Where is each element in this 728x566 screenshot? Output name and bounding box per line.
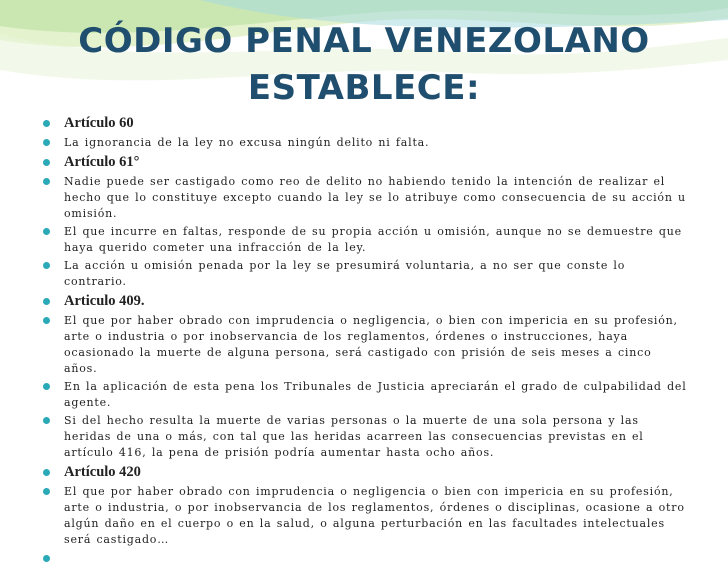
bullet-icon <box>43 383 50 390</box>
article-text: Nadie puede ser castigado como reo de delito no habiendo tenido la intención de realizar el hecho que lo constituye excepto cuando la ley se lo atribuye como consecuencia de su acción u omisión. <box>64 175 686 220</box>
bullet-icon <box>43 488 50 495</box>
article-text: El que incurre en faltas, responde de su propia acción u omisión, aunque no se demuestre que haya querido cometer una infracción de la ley. <box>64 225 682 254</box>
bullet-icon <box>43 417 50 424</box>
bullet-icon <box>43 298 50 305</box>
bullet-icon <box>43 178 50 185</box>
list-item <box>0 484 728 548</box>
bullet-icon <box>43 317 50 324</box>
bullet-icon <box>43 469 50 476</box>
list-item-empty <box>0 550 728 566</box>
article-heading: Articulo 409. <box>64 293 145 309</box>
list-item <box>0 258 728 290</box>
article-text: La acción u omisión penada por la ley se presumirá voluntaria, a no ser que conste lo contrario. <box>64 259 626 288</box>
list-item <box>0 292 728 311</box>
bullet-icon <box>43 139 50 146</box>
list-item <box>0 174 728 222</box>
article-text: El que por haber obrado con imprudencia o negligencia, o bien con impericia en su profesión, arte o industria o por inobservancia de los reglamentos, órdenes o instrucciones, haya ocasionado la muerte de alguna persona, será castigado con prisión de seis meses a cinco años. <box>64 314 678 375</box>
slide-title: CÓDIGO PENAL VENEZOLANO ESTABLECE: <box>78 21 650 108</box>
article-heading: Artículo 420 <box>64 464 141 480</box>
list-item <box>0 313 728 377</box>
list-item <box>0 413 728 461</box>
bullet-list <box>0 114 728 566</box>
article-heading: Artículo 61° <box>64 154 140 170</box>
article-heading: Artículo 60 <box>64 115 134 131</box>
bullet-icon <box>43 120 50 127</box>
list-item <box>0 153 728 172</box>
list-item <box>0 135 728 151</box>
article-text: El que por haber obrado con imprudencia o negligencia o bien con impericia en su profesión, arte o industria, o por inobservancia de los reglamentos, órdenes o disciplinas, ocasione a otro algún daño en el cuerpo o en la salud, o alguna perturbación en las facultades intelectuales será castigado… <box>64 485 685 546</box>
article-text: En la aplicación de esta pena los Tribunales de Justicia apreciarán el grado de culpabilidad del agente. <box>64 380 687 409</box>
list-item <box>0 463 728 482</box>
list-item <box>0 224 728 256</box>
list-item <box>0 379 728 411</box>
article-text: La ignorancia de la ley no excusa ningún delito ni falta. <box>64 136 430 149</box>
bullet-icon <box>43 228 50 235</box>
bullet-icon <box>43 159 50 166</box>
bullet-icon <box>43 262 50 269</box>
bullet-icon <box>43 555 50 562</box>
list-item <box>0 114 728 133</box>
article-text: Si del hecho resulta la muerte de varias personas o la muerte de una sola persona y las heridas de una o más, con tal que las heridas acarreen las consecuencias previstas en el artículo 416, la pena de prisión podría aumentar hasta ocho años. <box>64 414 644 459</box>
